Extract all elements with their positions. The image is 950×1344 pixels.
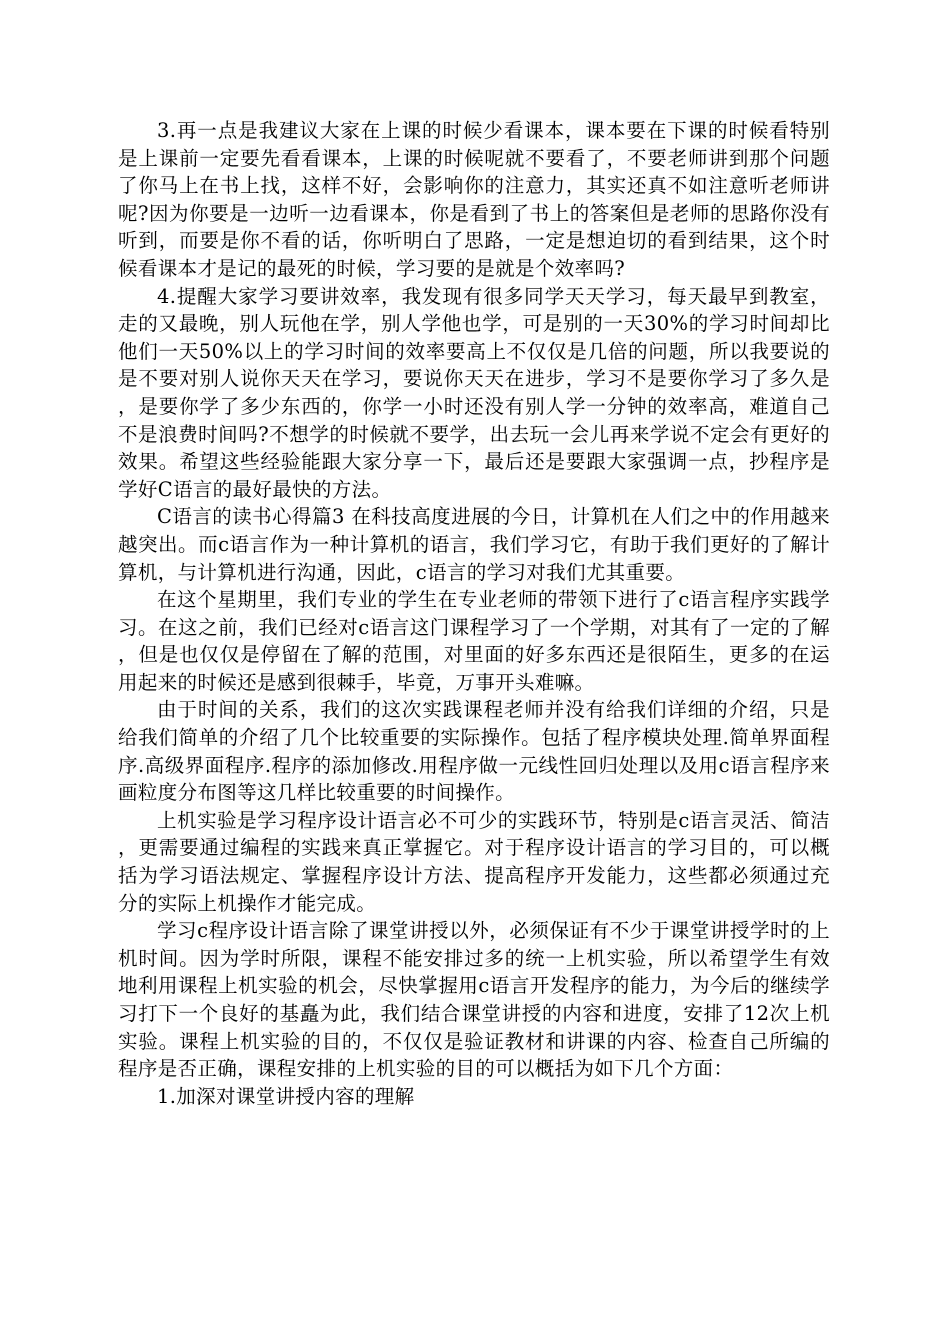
paragraph-practice-content: 由于时间的关系，我们的这次实践课程老师并没有给我们详细的介绍，只是给我们简单的介绍了几个比较重要的实际操作。包括了程序模块处理.简单界面程序.高级界面程序.程序的添加修改.用程序做一元线性回归处理以及用c语言程序来画粒度分布图等这几样比较重要的时间操作。 [118, 698, 830, 805]
paragraph-practice-week: 在这个星期里，我们专业的学生在专业老师的带领下进行了c语言程序实践学习。在这之前，我们已经对c语言这门课程学习了一个学期，对其有了一定的了解，但是也仅仅是停留在了解的范围，对里面的好多东西还是很陌生，更多的在运用起来的时候还是感到很棘手，毕竟，万事开头难嘛。 [118, 588, 830, 694]
paragraph-lab-importance: 上机实验是学习程序设计语言必不可少的实践环节，特别是c语言灵活、简洁，更需要通过编程的实践来真正掌握它。对于程序设计语言的学习目的，可以概括为学习语法规定、掌握程序设计方法、提高程序开发能力，这些都必须通过充分的实际上机操作才能完成。 [118, 808, 830, 915]
paragraph-goal-item-1: 1.加深对课堂讲授内容的理解 [157, 1084, 415, 1108]
paragraph-study-tip-4: 4.提醒大家学习要讲效率，我发现有很多同学天天学习，每天最早到教室，走的又最晚，别人玩他在学，别人学他也学，可是别的一天30%的学习时间却比他们一天50%以上的学习时间的效率要高上不仅仅是几倍的问题，所以我要说的是不要对别人说你天天在学习，要说你天天在进步，学习不是要你学习了多久是，是要你学了多少东西的，你学一小时还没有别人学一分钟的效率高，难道自己不是浪费时间吗?不想学的时候就不要学，出去玩一会儿再来学说不定会有更好的效果。希望这些经验能跟大家分享一下，最后还是要跟大家强调一点，抄程序是学好C语言的最好最快的方法。 [118, 284, 830, 501]
document-body [118, 117, 830, 1110]
paragraph-study-tip-3: 3.再一点是我建议大家在上课的时候少看课本，课本要在下课的时候看特别是上课前一定要先看看课本，上课的时候呢就不要看了，不要老师讲到那个问题了你马上在书上找，这样不好，会影响你的注意力，其实还真不如注意听老师讲呢?因为你要是一边听一边看课本，你是看到了书上的答案但是老师的思路你没有听到，而要是你不看的话，你听明白了思路，一定是想迫切的看到结果，这个时候看课本才是记的最死的时候，学习要的是就是个效率吗? [118, 119, 830, 280]
paragraph-lab-goals: 学习c程序设计语言除了课堂讲授以外，必须保证有不少于课堂讲授学时的上机时间。因为学时所限，课程不能安排过多的统一上机实验，所以希望学生有效地利用课程上机实验的机会，尽快掌握用c语言开发程序的能力，为今后的继续学习打下一个良好的基矗为此，我们结合课堂讲授的内容和进度，安排了12次上机实验。课程上机实验的目的，不仅仅是验证教材和讲课的内容、检查自己所编的程序是否正确，课程安排的上机实验的目的可以概括为如下几个方面： [118, 919, 830, 1081]
paragraph-reading-notes-3: C语言的读书心得篇3 在科技高度进展的今日，计算机在人们之中的作用越来越突出。而c语言作为一种计算机的语言，我们学习它，有助于我们更好的了解计算机，与计算机进行沟通，因此，c语言的学习对我们尤其重要。 [118, 505, 830, 584]
